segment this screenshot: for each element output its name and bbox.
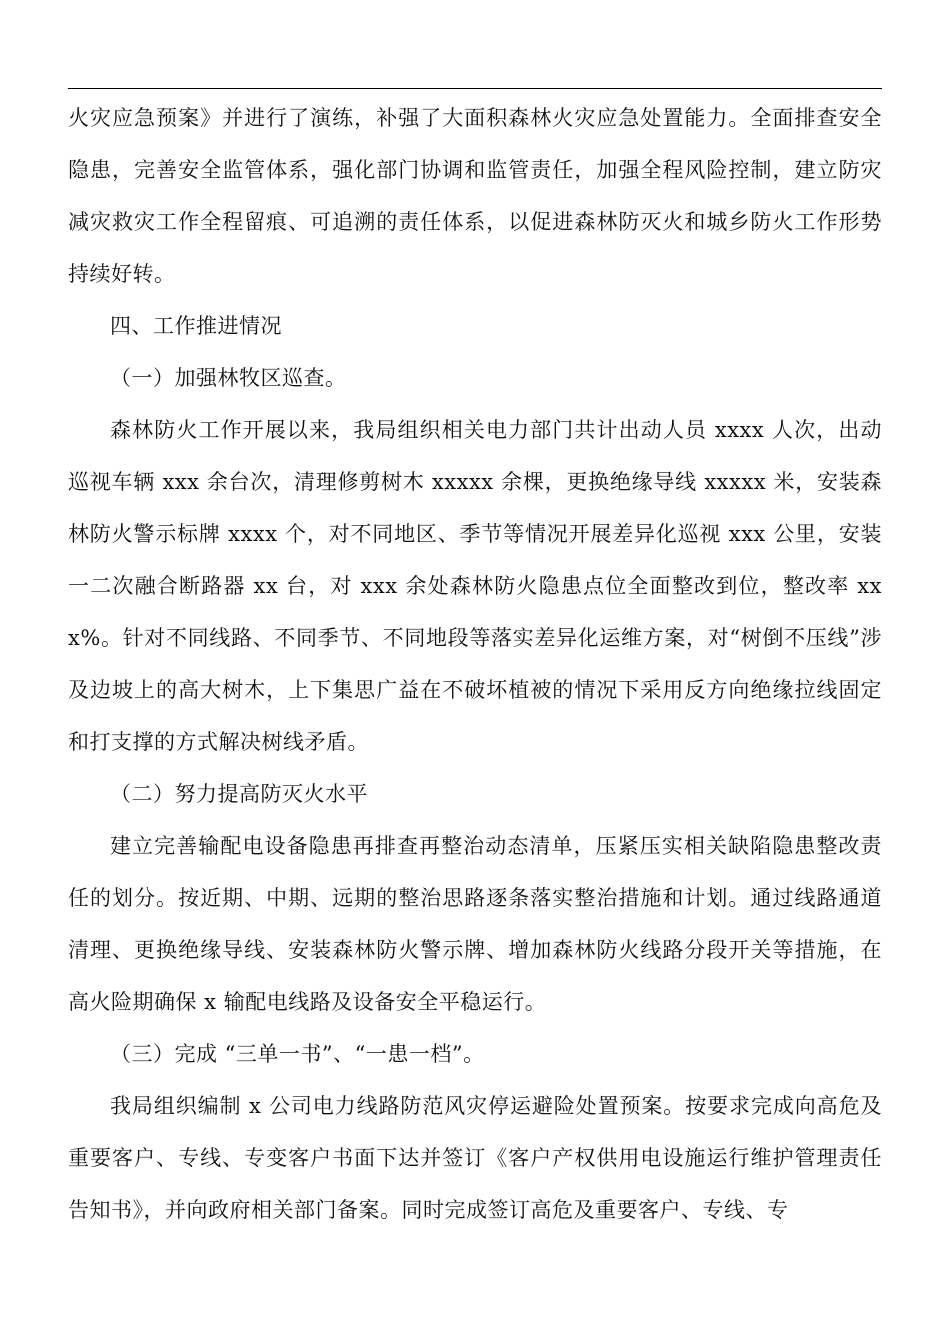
paragraph-patrol: 森林防火工作开展以来，我局组织相关电力部门共计出动人员 xxxx 人次，出动巡视车辆 xxx 余台次，清理修剪树木 xxxxx 余棵，更换绝缘导线 xxxxx 米，安装森林防火警示标牌 xxxx 个，对不同地区、季节等情况开展差异化巡视 xxx 公里，安装一二次融合断路器 xx 台，对 xxx 余处森林防火隐患点位全面整改到位，整改率 xxx%。针对不同线路、不同季节、不同地段等落实差异化运维方案，对“树倒不压线”涉及边坡上的高大树木，上下集思广益在不破坏植被的情况下采用反方向绝缘拉线固定和打支撑的方式解决树线矛盾。: [68, 418, 882, 754]
subheading-fire-prevention: （二）努力提高防灭火水平: [110, 782, 368, 806]
subheading-patrol: （一）加强林牧区巡查。: [110, 366, 347, 390]
paragraph-fire-prevention: 建立完善输配电设备隐患再排查再整治动态清单，压紧压实相关缺陷隐患整改责任的划分。按近期、中期、远期的整治思路逐条落实整治措施和计划。通过线路通道清理、更换绝缘导线、安装森林防火警示牌、增加森林防火线路分段开关等措施，在高火险期确保 x 输配电线路及设备安全平稳运行。: [68, 834, 882, 1014]
section-heading-work-progress: 四、工作推进情况: [110, 314, 282, 338]
paragraph-three-lists: 我局组织编制 x 公司电力线路防范风灾停运避险处置预案。按要求完成向高危及重要客户、专线、专变客户书面下达并签订《客户产权供用电设施运行维护管理责任告知书》，并向政府相关部门备案。同时完成签订高危及重要客户、专线、专: [68, 1094, 882, 1222]
subheading-three-lists: （三）完成 “三单一书”、“一患一档”。: [110, 1042, 485, 1066]
header-rule: [68, 88, 882, 89]
document-body: [68, 92, 882, 1236]
paragraph-continuation: 火灾应急预案》并进行了演练，补强了大面积森林火灾应急处置能力。全面排查安全隐患，完善安全监管体系，强化部门协调和监管责任，加强全程风险控制，建立防灾减灾救灾工作全程留痕、可追溯的责任体系，以促进森林防灭火和城乡防火工作形势持续好转。: [68, 106, 882, 286]
